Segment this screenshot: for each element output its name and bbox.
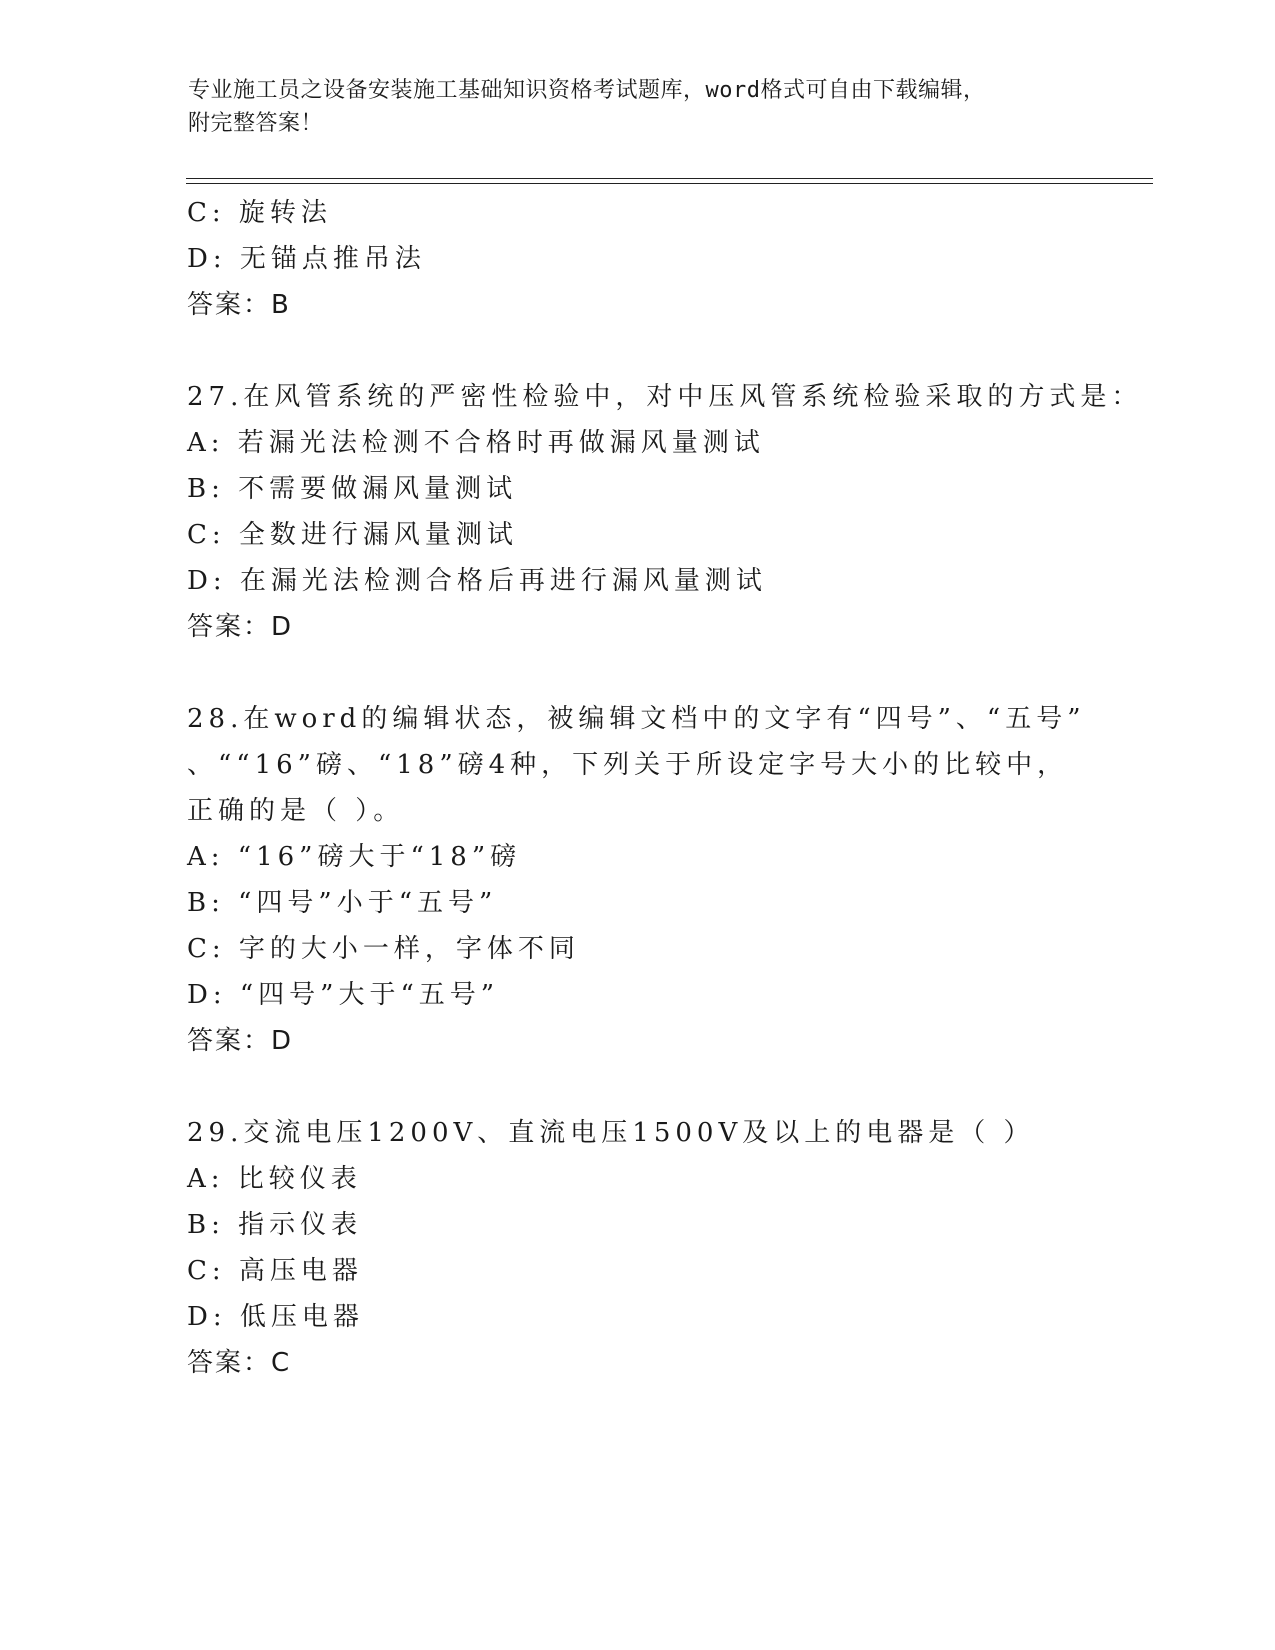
option-c: C: 高压电器 — [187, 1256, 363, 1286]
option-a: A: 比较仪表 — [187, 1164, 362, 1194]
option-c: C: 全数进行漏风量测试 — [187, 520, 518, 550]
question-stem-line2: 、““16”磅、“18”磅4种，下列关于所设定字号大小的比较中， — [187, 750, 1069, 780]
answer-line: 答案：D — [187, 1026, 294, 1056]
spacer — [187, 650, 1147, 696]
question-28 — [187, 696, 1147, 1064]
document-header — [188, 74, 1088, 140]
answer-line: 答案：D — [187, 612, 294, 642]
spacer — [187, 328, 1147, 374]
header-divider-top — [186, 178, 1153, 179]
option-d: D: 低压电器 — [187, 1302, 364, 1332]
answer-line: 答案：C — [187, 1348, 292, 1378]
option-c: C: 旋转法 — [187, 198, 332, 228]
question-stem: 29.交流电压1200V、直流电压1500V及以上的电器是（ ） — [187, 1118, 1035, 1148]
option-a: A: 若漏光法检测不合格时再做漏风量测试 — [187, 428, 765, 458]
option-c: C: 字的大小一样，字体不同 — [187, 934, 580, 964]
header-title-line1: 专业施工员之设备安装施工基础知识资格考试题库，word格式可自由下载编辑， — [188, 78, 986, 103]
spacer — [187, 1064, 1147, 1110]
option-d: D: 无锚点推吊法 — [187, 244, 426, 274]
question-stem-line1: 28.在word的编辑状态，被编辑文档中的文字有“四号”、“五号” — [187, 704, 1086, 734]
header-divider-bottom — [186, 183, 1153, 184]
document-body — [187, 190, 1147, 1386]
header-title-line2: 附完整答案！ — [188, 111, 324, 136]
question-stem-line3: 正确的是（ ）。 — [187, 796, 405, 826]
question-stem: 27.在风管系统的严密性检验中，对中压风管系统检验采取的方式是： — [187, 382, 1143, 412]
option-b: B: “四号”小于“五号” — [187, 888, 498, 918]
question-27 — [187, 374, 1147, 650]
question-26-tail — [187, 190, 1147, 328]
option-d: D: 在漏光法检测合格后再进行漏风量测试 — [187, 566, 767, 596]
option-d: D: “四号”大于“五号” — [187, 980, 500, 1010]
answer-line: 答案：B — [187, 290, 291, 320]
option-b: B: 指示仪表 — [187, 1210, 363, 1240]
option-a: A: “16”磅大于“18”磅 — [187, 842, 522, 872]
option-b: B: 不需要做漏风量测试 — [187, 474, 518, 504]
question-29 — [187, 1110, 1147, 1386]
